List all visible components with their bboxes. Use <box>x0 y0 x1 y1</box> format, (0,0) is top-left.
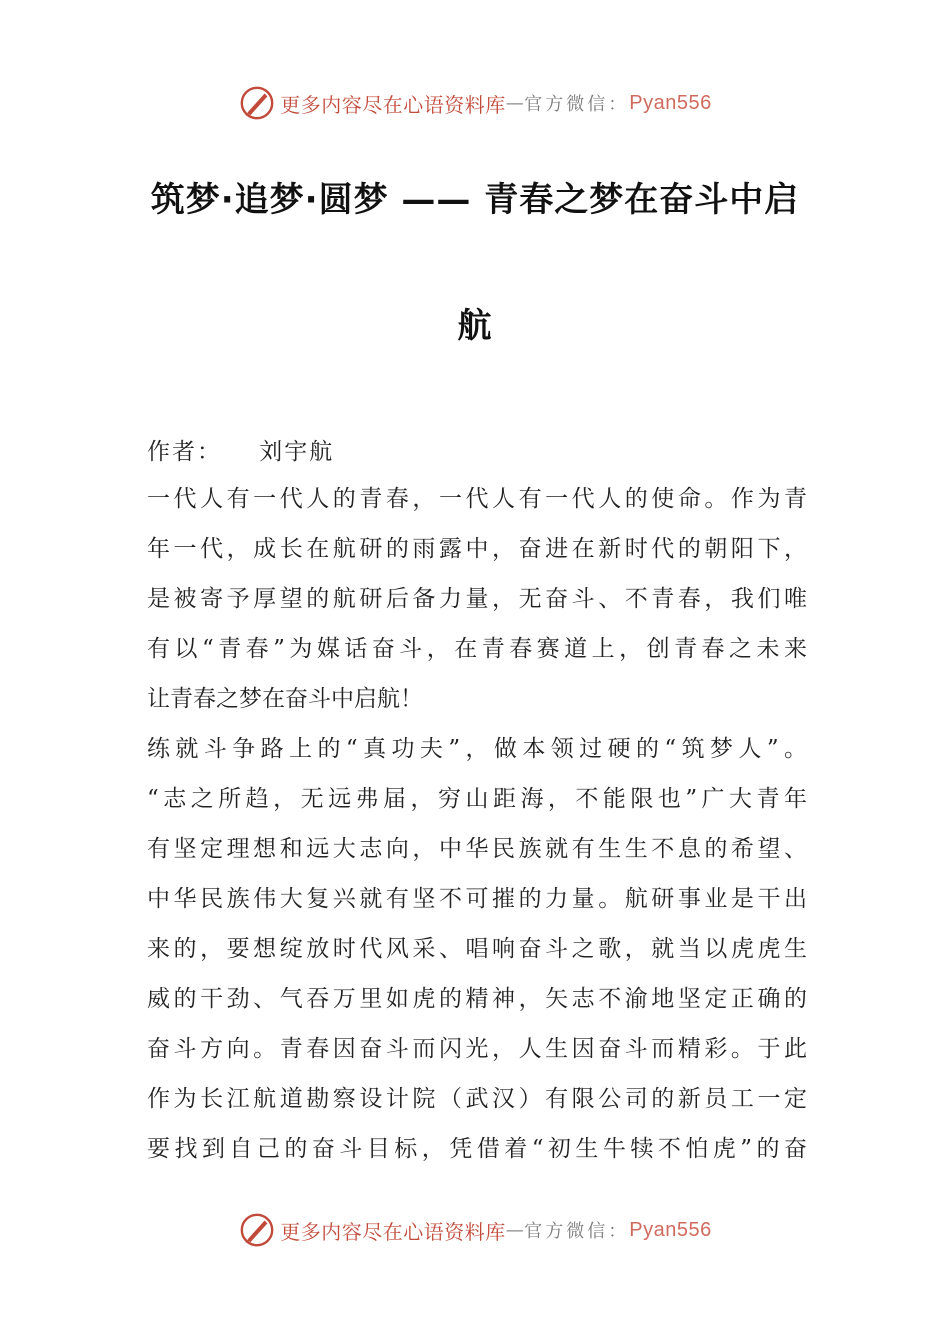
body-line: 练就斗争路上的“真功夫”，做本领过硬的“筑梦人”。 <box>147 736 807 762</box>
body-line: 一代人有一代人的青春，一代人有一代人的使命。作为青 <box>147 486 807 512</box>
body-line: 中华民族伟大复兴就有坚不可摧的力量。航研事业是干出 <box>147 886 807 912</box>
body-line: 有坚定理想和远大志向，中华民族就有生生不息的希望、 <box>147 836 807 862</box>
body-line: 让青春之梦在奋斗中启航！ <box>147 686 423 712</box>
body-line: 来的，要想绽放时代风采、唱响奋斗之歌，就当以虎虎生 <box>147 936 807 962</box>
author-name: 刘宇航 <box>259 439 335 465</box>
watermark-label: 更多内容尽在心语资料库 <box>280 92 506 117</box>
document-title-line1: 筑梦·追梦·圆梦 —— 青春之梦在奋斗中启 <box>150 180 800 220</box>
watermark-separator: — <box>505 1219 525 1241</box>
body-line: 有以“青春”为媒话奋斗，在青春赛道上，创青春之未来 <box>147 636 807 662</box>
document-body <box>147 474 807 1174</box>
watermark-label: 更多内容尽在心语资料库 <box>280 1219 506 1244</box>
footer-watermark <box>0 1211 950 1249</box>
body-line: “志之所趋，无远弗届，穷山距海，不能限也”广大青年 <box>147 786 807 812</box>
watermark-separator: — <box>505 92 525 114</box>
watermark-wechat-id: Pyan556 <box>629 1218 712 1241</box>
body-line: 是被寄予厚望的航研后备力量，无奋斗、不青春，我们唯 <box>147 586 807 612</box>
watermark-official: 官方微信： <box>524 1221 630 1242</box>
document-title-line2: 航 <box>457 306 493 346</box>
quill-logo-icon <box>238 1211 276 1249</box>
header-watermark <box>0 84 950 122</box>
author-label: 作者： <box>147 439 222 465</box>
body-line: 作为长江航道勘察设计院（武汉）有限公司的新员工一定 <box>147 1086 807 1112</box>
author-line <box>147 433 334 466</box>
body-line: 年一代，成长在航研的雨露中，奋进在新时代的朝阳下， <box>147 536 807 562</box>
watermark-official: 官方微信： <box>524 94 630 115</box>
quill-logo-icon <box>238 84 276 122</box>
watermark-wechat-id: Pyan556 <box>629 91 712 114</box>
body-line: 威的干劲、气吞万里如虎的精神，矢志不渝地坚定正确的 <box>147 986 807 1012</box>
body-line: 要找到自己的奋斗目标，凭借着“初生牛犊不怕虎”的奋 <box>147 1136 807 1162</box>
body-line: 奋斗方向。青春因奋斗而闪光，人生因奋斗而精彩。于此 <box>147 1036 807 1062</box>
